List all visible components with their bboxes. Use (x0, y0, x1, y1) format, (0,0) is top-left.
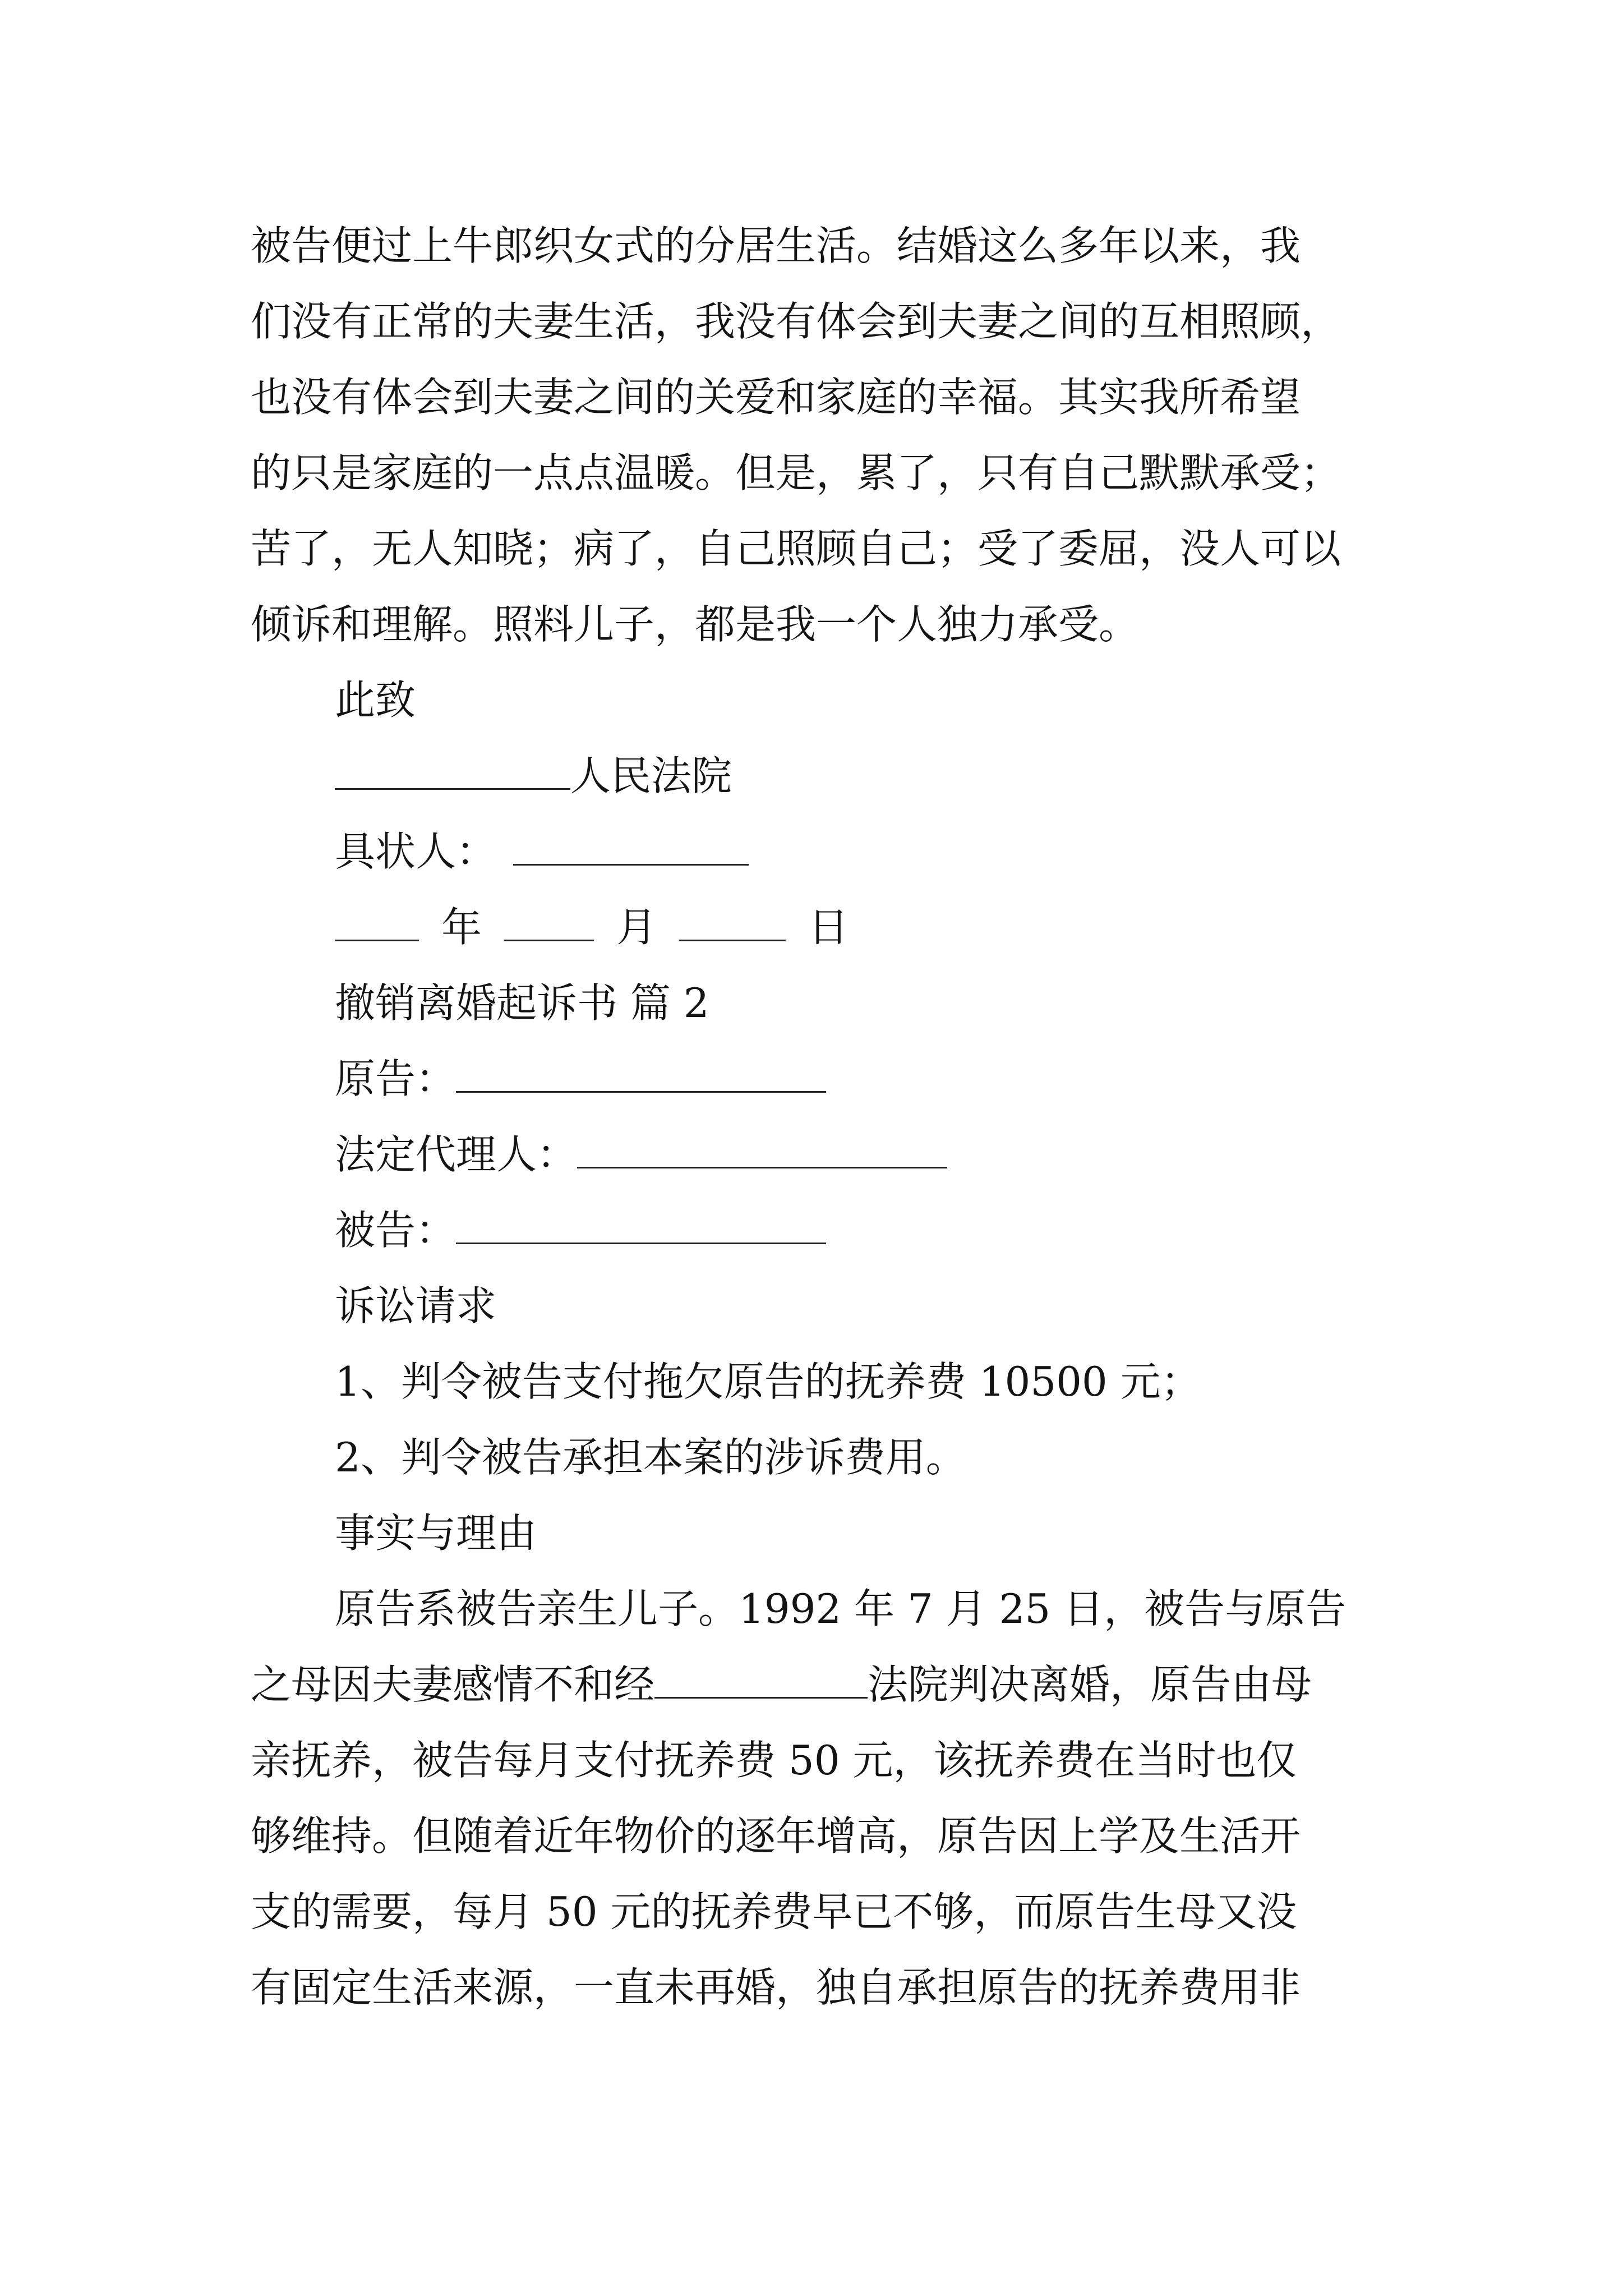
facts-text-line: 有固定生活来源，一直未再婚，独自承担原告的抚养费用非 (251, 1964, 1301, 2011)
facts-text-before-blank: 之母因夫妻感情不和经 (251, 1661, 655, 1708)
signer-label: 具状人： (335, 828, 497, 875)
court-name-blank (335, 751, 570, 790)
claim-item: 1、判令被告支付拖欠原告的抚养费 10500 元； (335, 1358, 1201, 1405)
plaintiff-line (335, 1051, 826, 1107)
year-blank (335, 903, 419, 941)
day-blank (679, 903, 786, 941)
date-line (335, 899, 849, 955)
day-label: 日 (808, 904, 849, 951)
body-text-line: 的只是家庭的一点点温暖。但是，累了，只有自己默默承受； (251, 449, 1341, 496)
plaintiff-blank (456, 1054, 826, 1093)
court-suffix: 人民法院 (570, 752, 732, 799)
court-line (335, 748, 732, 804)
signer-blank (513, 827, 749, 866)
body-text-line: 倾诉和理解。照料儿子，都是我一个人独力承受。 (251, 601, 1140, 648)
body-text-line: 苦了，无人知晓；病了，自己照顾自己；受了委屈，没人可以 (251, 525, 1341, 572)
claim-item: 2、判令被告承担本案的涉诉费用。 (335, 1434, 966, 1481)
facts-text-line: 亲抚养，被告每月支付抚养费 50 元，该抚养费在当时也仅 (251, 1737, 1297, 1784)
defendant-line (335, 1202, 826, 1258)
facts-text-line: 够维持。但随着近年物价的逐年增高，原告因上学及生活开 (251, 1812, 1301, 1860)
agent-blank (577, 1130, 947, 1168)
section-title: 撤销离婚起诉书 篇 2 (335, 979, 709, 1027)
month-blank (504, 903, 594, 941)
defendant-blank (456, 1205, 826, 1244)
agent-line (335, 1126, 947, 1182)
body-text-line: 被告便过上牛郎织女式的分居生活。结婚这么多年以来，我 (251, 222, 1301, 269)
month-label: 月 (616, 904, 657, 951)
facts-text-line: 支的需要，每月 50 元的抚养费早已不够，而原告生母又没 (251, 1888, 1297, 1935)
court-blank (654, 1660, 868, 1699)
agent-label: 法定代理人： (335, 1131, 578, 1178)
facts-text-after-blank: 法院判决离婚，原告由母 (868, 1661, 1312, 1708)
facts-heading: 事实与理由 (335, 1510, 537, 1557)
signer-line (335, 823, 749, 880)
plaintiff-label: 原告： (335, 1055, 457, 1102)
claims-heading: 诉讼请求 (335, 1282, 497, 1329)
defendant-label: 被告： (335, 1207, 457, 1254)
year-label: 年 (441, 904, 482, 951)
facts-text-line (251, 1657, 1312, 1713)
facts-text-line: 原告系被告亲生儿子。1992 年 7 月 25 日，被告与原告 (335, 1585, 1347, 1632)
body-text-line: 也没有体会到夫妻之间的关爱和家庭的幸福。其实我所希望 (251, 374, 1301, 421)
salutation: 此致 (335, 677, 416, 724)
body-text-line: 们没有正常的夫妻生活，我没有体会到夫妻之间的互相照顾， (251, 298, 1341, 345)
